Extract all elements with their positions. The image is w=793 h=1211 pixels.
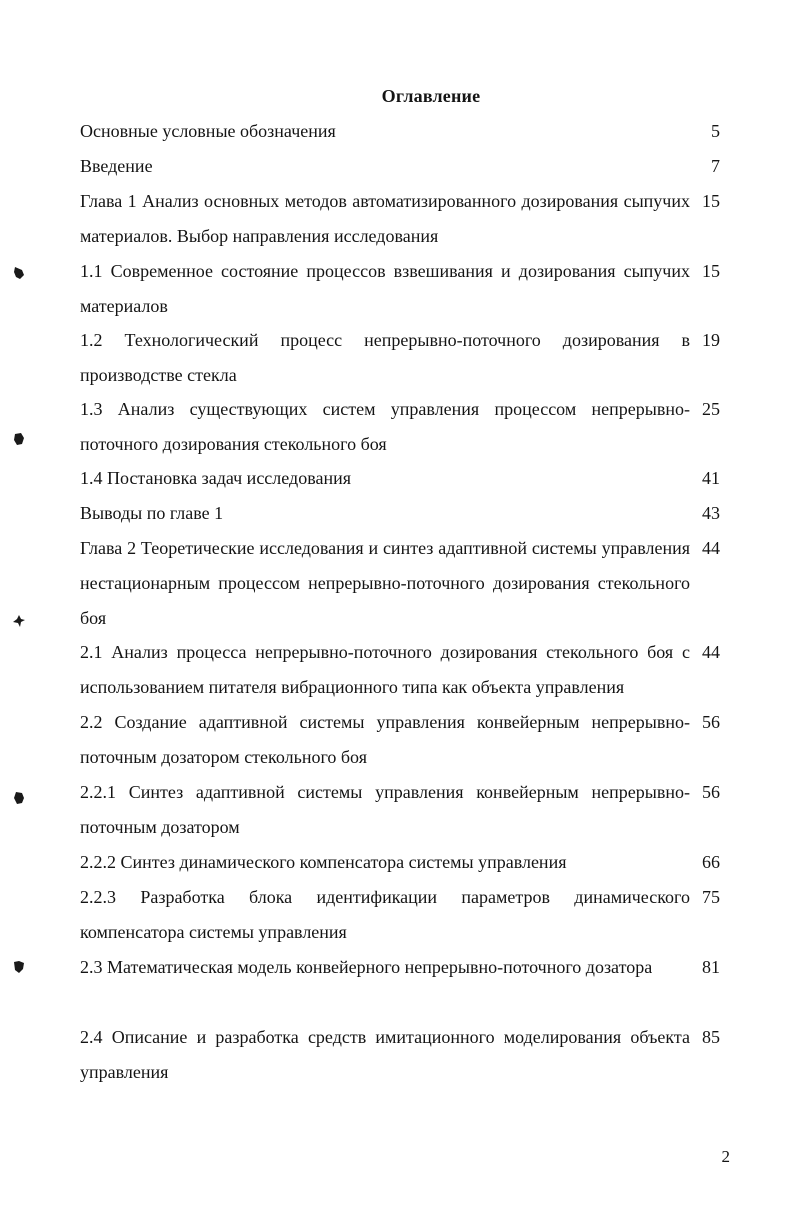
toc-entry xyxy=(80,114,720,149)
binding-mark xyxy=(13,432,25,446)
toc-entry-page: 56 xyxy=(702,782,720,802)
toc-entry xyxy=(80,1020,720,1090)
toc-heading: Оглавление xyxy=(381,86,481,106)
toc-entry-title: 2.3 Математическая модель конвейерного непрерывно-поточного дозатора xyxy=(80,957,653,977)
binding-mark xyxy=(13,960,25,974)
toc-entry-page: 44 xyxy=(702,538,720,558)
toc-entry xyxy=(80,531,720,636)
toc-entry-title: 1.2 Технологический процесс непрерывно-поточного дозирования в производстве стекла xyxy=(80,330,690,385)
toc-entry-title: 2.1 Анализ процесса непрерывно-поточного дозирования стекольного боя с использованием питателя вибрационного типа как объекта управления xyxy=(80,642,690,697)
toc-entry xyxy=(80,149,720,184)
toc-entry-title: 2.2.2 Синтез динамического компенсатора системы управления xyxy=(80,852,567,872)
toc-entry-page: 75 xyxy=(702,887,720,907)
toc-entry-page: 15 xyxy=(702,191,720,211)
toc-entry-page: 81 xyxy=(702,957,720,977)
toc-entry xyxy=(80,323,720,393)
toc-entry-page: 66 xyxy=(702,852,720,872)
toc-entry xyxy=(80,461,720,496)
toc-entry-title: 1.3 Анализ существующих систем управления процессом непрерывно-поточного дозирования стекольного боя xyxy=(80,399,690,454)
toc-entry xyxy=(80,635,720,705)
toc-entry-page: 25 xyxy=(702,399,720,419)
toc-entry xyxy=(80,254,720,324)
toc-entry xyxy=(80,950,720,985)
toc-entry-page: 5 xyxy=(711,121,720,141)
page-number: 2 xyxy=(721,1147,730,1166)
toc-entry-title: Основные условные обозначения xyxy=(80,121,336,141)
toc-entry xyxy=(80,705,720,775)
toc-entry xyxy=(80,184,720,254)
toc-entry xyxy=(80,775,720,845)
toc-entry-page: 7 xyxy=(711,156,720,176)
toc-entry-page: 41 xyxy=(702,468,720,488)
toc-entry xyxy=(80,496,720,531)
toc-entry-page: 56 xyxy=(702,712,720,732)
binding-mark xyxy=(13,614,25,628)
toc-entry-title: 1.1 Современное состояние процессов взвешивания и дозирования сыпучих материалов xyxy=(80,261,690,316)
toc-entry-page: 19 xyxy=(702,330,720,350)
toc-entry-page: 15 xyxy=(702,261,720,281)
toc-entry-page: 43 xyxy=(702,503,720,523)
toc-entry-title: Глава 1 Анализ основных методов автоматизированного дозирования сыпучих материалов. Выбор направления исследования xyxy=(80,191,690,246)
toc-entry-title: 2.4 Описание и разработка средств имитационного моделирования объекта управления xyxy=(80,1027,690,1082)
toc-entry-title: Глава 2 Теоретические исследования и синтез адаптивной системы управления нестационарным процессом непрерывно-поточного дозирования стекольного боя xyxy=(80,538,690,628)
toc-entry xyxy=(80,392,720,462)
toc-entry-title: 2.2.3 Разработка блока идентификации параметров динамического компенсатора системы управления xyxy=(80,887,690,942)
toc-entry-title: 1.4 Постановка задач исследования xyxy=(80,468,351,488)
toc-entry-page: 44 xyxy=(702,642,720,662)
toc-entry-title: Введение xyxy=(80,156,153,176)
toc-entry-title: 2.2.1 Синтез адаптивной системы управления конвейерным непрерывно-поточным дозатором xyxy=(80,782,690,837)
binding-mark xyxy=(13,266,25,280)
toc-entry xyxy=(80,845,720,880)
binding-mark xyxy=(13,791,25,805)
toc-entry-title: Выводы по главе 1 xyxy=(80,503,224,523)
toc-entry-page: 85 xyxy=(702,1027,720,1047)
toc-entry-title: 2.2 Создание адаптивной системы управления конвейерным непрерывно-поточным дозатором стекольного боя xyxy=(80,712,690,767)
toc-entry xyxy=(80,880,720,950)
